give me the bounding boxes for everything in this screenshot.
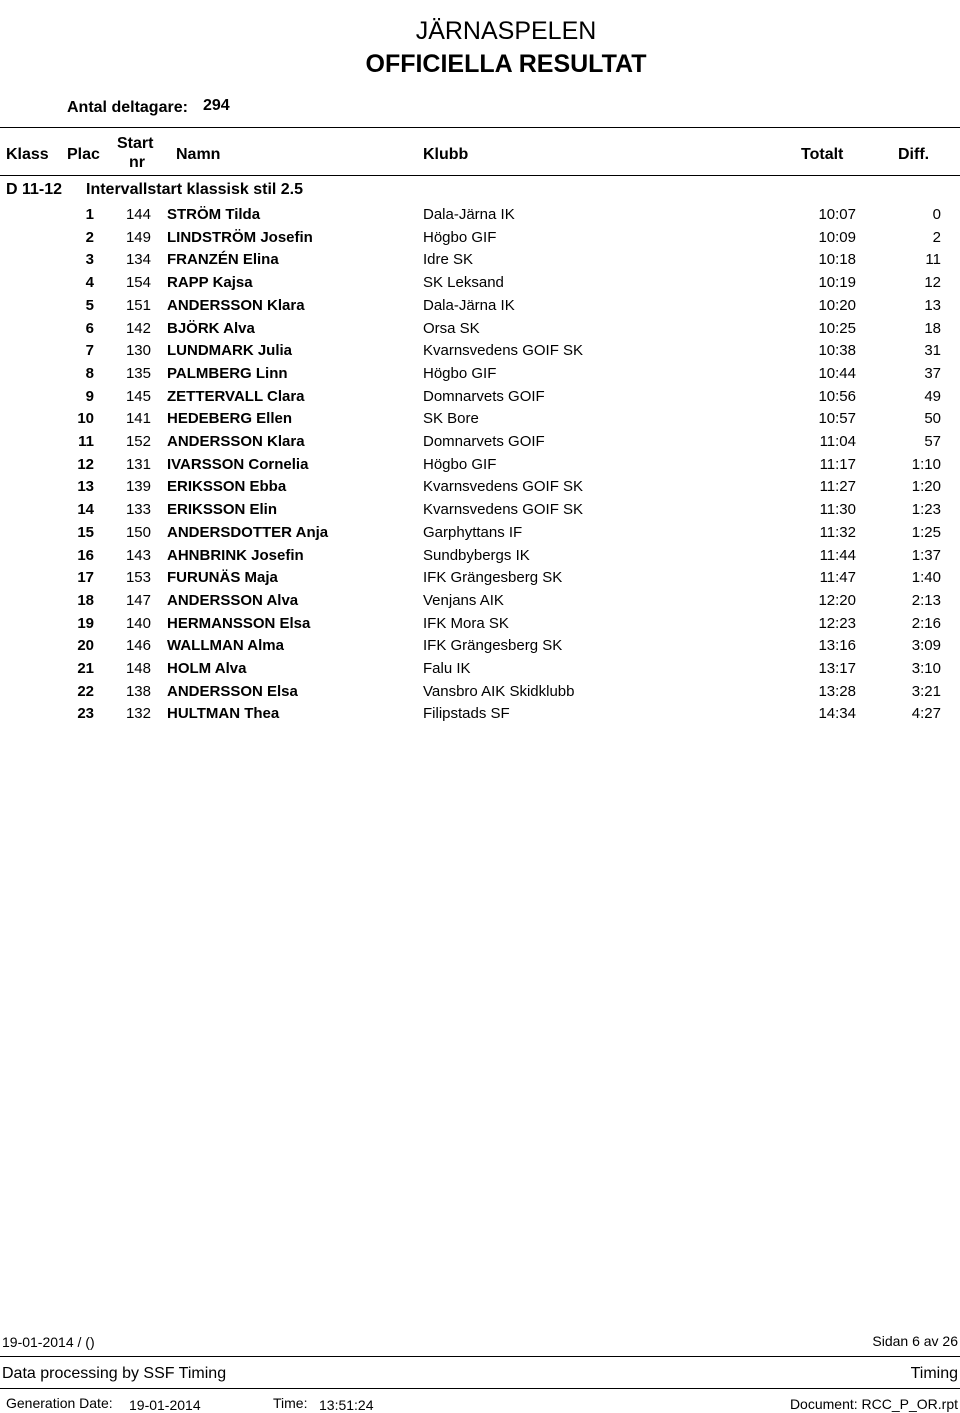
result-klubb: Dala-Järna IK (423, 296, 515, 314)
result-namn: STRÖM Tilda (167, 206, 261, 223)
result-totalt: 10:56 (818, 387, 856, 405)
result-namn: HULTMAN Thea (167, 705, 280, 723)
result-plac: 16 (77, 546, 94, 564)
result-namn: ERIKSSON Ebba (167, 478, 287, 496)
result-diff: 1:40 (911, 569, 941, 587)
result-plac: 1 (85, 206, 94, 223)
col-header-klubb: Klubb (423, 146, 469, 163)
result-namn: ANDERSSON Alva (167, 591, 299, 609)
result-totalt: 12:20 (818, 591, 856, 609)
footer-top-rule (0, 1356, 960, 1357)
table-row (0, 566, 960, 589)
result-totalt: 11:47 (819, 569, 856, 587)
footer-bottom-rule (0, 1388, 960, 1389)
result-namn: FURUNÄS Maja (167, 569, 278, 587)
result-namn: ANDERSSON Elsa (167, 682, 298, 700)
result-start-nr: 144 (125, 206, 151, 223)
result-start-nr: 139 (125, 478, 151, 496)
table-row (0, 544, 960, 567)
result-totalt: 13:16 (818, 637, 856, 655)
result-klubb: Falu IK (423, 660, 471, 677)
result-plac: 3 (85, 251, 94, 269)
result-totalt: 13:17 (818, 660, 856, 677)
result-totalt: 10:07 (818, 206, 856, 223)
result-namn: PALMBERG Linn (167, 364, 288, 382)
result-totalt: 10:18 (818, 251, 856, 269)
result-totalt: 10:57 (818, 410, 856, 428)
result-diff: 3:10 (911, 660, 941, 677)
result-plac: 9 (85, 387, 94, 405)
participants-count: 294 (203, 97, 230, 114)
result-totalt: 10:09 (818, 228, 856, 246)
result-klubb: Högbo GIF (423, 364, 497, 382)
result-plac: 4 (85, 274, 94, 292)
table-row (0, 521, 960, 544)
result-diff: 1:25 (911, 523, 941, 541)
result-diff: 2:13 (911, 591, 941, 609)
footer-time-value: 13:51:24 (319, 1397, 374, 1413)
result-start-nr: 146 (125, 637, 151, 655)
table-row (0, 702, 960, 725)
result-namn: HERMANSSON Elsa (167, 614, 311, 632)
result-diff: 49 (924, 387, 941, 405)
result-diff: 31 (924, 342, 941, 360)
result-namn: IVARSSON Cornelia (167, 455, 309, 473)
result-plac: 21 (77, 660, 94, 677)
result-start-nr: 154 (125, 274, 151, 292)
result-diff: 18 (924, 319, 941, 337)
result-klubb: IFK Grängesberg SK (423, 637, 563, 655)
footer-generation-label: Generation Date: (6, 1395, 113, 1411)
table-row (0, 203, 960, 226)
result-diff: 37 (924, 364, 941, 382)
result-diff: 57 (924, 433, 941, 450)
result-namn: ZETTERVALL Clara (167, 387, 305, 405)
result-totalt: 10:20 (818, 296, 856, 314)
result-plac: 15 (77, 523, 94, 541)
result-plac: 12 (77, 455, 94, 473)
result-plac: 13 (77, 478, 94, 496)
table-row (0, 680, 960, 703)
result-plac: 22 (77, 682, 94, 700)
result-diff: 1:37 (911, 546, 941, 564)
result-klubb: Kvarnsvedens GOIF SK (423, 342, 584, 360)
result-totalt: 10:25 (818, 319, 856, 337)
result-plac: 18 (77, 591, 94, 609)
result-diff: 1:10 (911, 455, 941, 473)
result-klubb: Venjans AIK (423, 591, 504, 609)
table-row (0, 498, 960, 521)
result-plac: 10 (77, 410, 94, 428)
result-totalt: 11:27 (819, 478, 856, 496)
result-klubb: Sundbybergs IK (423, 546, 530, 564)
result-start-nr: 141 (125, 410, 151, 428)
result-klubb: Högbo GIF (423, 455, 497, 473)
result-klubb: Högbo GIF (423, 228, 497, 246)
result-start-nr: 153 (125, 569, 151, 587)
result-diff: 4:27 (911, 705, 941, 723)
result-namn: ANDERSDOTTER Anja (167, 523, 329, 541)
table-row (0, 475, 960, 498)
result-totalt: 13:28 (818, 682, 856, 700)
result-totalt: 11:32 (819, 523, 856, 541)
result-klubb: Kvarnsvedens GOIF SK (423, 501, 584, 519)
result-start-nr: 133 (125, 501, 151, 519)
footer-document: Document: RCC_P_OR.rpt (789, 1396, 958, 1412)
result-totalt: 11:17 (819, 455, 856, 473)
result-totalt: 11:30 (819, 501, 856, 519)
result-diff: 13 (924, 296, 941, 314)
result-namn: LINDSTRÖM Josefin (167, 228, 313, 246)
result-plac: 6 (85, 319, 94, 337)
footer-time-label: Time: (273, 1395, 308, 1411)
result-namn: BJÖRK Alva (167, 319, 255, 337)
result-start-nr: 147 (125, 591, 151, 609)
result-diff: 1:20 (911, 478, 941, 496)
table-row (0, 339, 960, 362)
col-header-klass: Klass (6, 146, 49, 163)
result-start-nr: 152 (125, 433, 151, 450)
header-bottom-rule (0, 175, 960, 176)
result-start-nr: 138 (125, 682, 151, 700)
result-namn: ANDERSSON Klara (167, 296, 305, 314)
class-group-klass: D 11-12 (6, 181, 63, 198)
result-start-nr: 150 (125, 523, 151, 541)
table-row (0, 226, 960, 249)
result-namn: WALLMAN Alma (167, 637, 284, 655)
result-diff: 50 (924, 410, 941, 428)
result-klubb: Domnarvets GOIF (423, 387, 545, 405)
footer-timing-label: Timing (910, 1365, 958, 1382)
result-namn: AHNBRINK Josefin (167, 546, 304, 564)
col-header-diff: Diff. (898, 146, 930, 163)
result-klubb: IFK Mora SK (423, 614, 509, 632)
result-start-nr: 148 (125, 660, 151, 677)
result-namn: LUNDMARK Julia (167, 342, 293, 360)
table-row (0, 407, 960, 430)
result-start-nr: 134 (125, 251, 151, 269)
report-title: JÄRNASPELEN (415, 17, 597, 45)
table-row (0, 634, 960, 657)
col-header-namn: Namn (176, 146, 221, 163)
col-header-totalt: Totalt (801, 146, 844, 163)
result-plac: 19 (77, 614, 94, 632)
result-diff: 2:16 (911, 614, 941, 632)
result-namn: HOLM Alva (167, 660, 247, 677)
table-row (0, 430, 960, 453)
result-totalt: 14:34 (818, 705, 856, 723)
table-row (0, 589, 960, 612)
result-totalt: 11:04 (819, 433, 856, 450)
result-start-nr: 151 (125, 296, 151, 314)
result-diff: 0 (932, 206, 941, 223)
result-namn: HEDEBERG Ellen (167, 410, 293, 428)
result-diff: 3:21 (911, 682, 941, 700)
result-plac: 17 (77, 569, 94, 587)
result-plac: 7 (85, 342, 94, 360)
col-header-start-line1: Start (117, 135, 154, 152)
result-start-nr: 149 (125, 228, 151, 246)
result-diff: 3:09 (911, 637, 941, 655)
result-start-nr: 131 (125, 455, 151, 473)
result-diff: 1:23 (911, 501, 941, 519)
result-totalt: 10:44 (818, 364, 856, 382)
result-totalt: 12:23 (818, 614, 856, 632)
result-klubb: Orsa SK (423, 319, 480, 337)
table-row (0, 612, 960, 635)
footer-data-processing: Data processing by SSF Timing (2, 1365, 227, 1382)
result-plac: 11 (78, 433, 94, 450)
result-plac: 8 (85, 364, 94, 382)
participants-label: Antal deltagare: (67, 99, 188, 116)
result-klubb: Dala-Järna IK (423, 206, 515, 223)
result-totalt: 11:44 (819, 546, 856, 564)
result-klubb: SK Leksand (423, 274, 504, 292)
footer-page-info: Sidan 6 av 26 (872, 1333, 958, 1349)
result-start-nr: 143 (125, 546, 151, 564)
result-klubb: Garphyttans IF (423, 523, 523, 541)
result-diff: 11 (925, 251, 941, 269)
result-namn: FRANZÉN Elina (167, 251, 279, 269)
result-totalt: 10:19 (818, 274, 856, 292)
result-plac: 14 (77, 501, 94, 519)
col-header-plac: Plac (67, 146, 100, 163)
result-diff: 2 (932, 228, 941, 246)
result-start-nr: 140 (125, 614, 151, 632)
result-totalt: 10:38 (818, 342, 856, 360)
report-subtitle: OFFICIELLA RESULTAT (365, 50, 647, 78)
result-klubb: Kvarnsvedens GOIF SK (423, 478, 584, 496)
result-start-nr: 145 (125, 387, 151, 405)
header-top-rule (0, 127, 960, 128)
result-plac: 23 (77, 705, 94, 723)
result-klubb: Vansbro AIK Skidklubb (423, 682, 575, 700)
class-group-name: Intervallstart klassisk stil 2.5 (86, 181, 304, 198)
table-row (0, 248, 960, 271)
result-start-nr: 132 (125, 705, 151, 723)
result-plac: 20 (77, 637, 94, 655)
result-plac: 5 (85, 296, 94, 314)
result-klubb: Idre SK (423, 251, 474, 269)
table-row (0, 657, 960, 680)
result-plac: 2 (85, 228, 94, 246)
footer-generation-date: 19-01-2014 (129, 1397, 201, 1413)
result-namn: RAPP Kajsa (167, 274, 253, 292)
table-row (0, 271, 960, 294)
result-start-nr: 130 (125, 342, 151, 360)
result-start-nr: 135 (125, 364, 151, 382)
result-klubb: IFK Grängesberg SK (423, 569, 563, 587)
table-row (0, 362, 960, 385)
result-namn: ERIKSSON Elin (167, 501, 278, 519)
table-row (0, 453, 960, 476)
result-klubb: Domnarvets GOIF (423, 433, 545, 450)
col-header-start-line2: nr (129, 154, 145, 171)
result-klubb: SK Bore (423, 410, 479, 428)
table-row (0, 317, 960, 340)
table-row (0, 385, 960, 408)
result-diff: 12 (924, 274, 941, 292)
footer-date-info: 19-01-2014 / () (2, 1334, 95, 1350)
table-row (0, 294, 960, 317)
result-start-nr: 142 (125, 319, 151, 337)
result-namn: ANDERSSON Klara (167, 433, 305, 450)
result-klubb: Filipstads SF (423, 705, 510, 723)
